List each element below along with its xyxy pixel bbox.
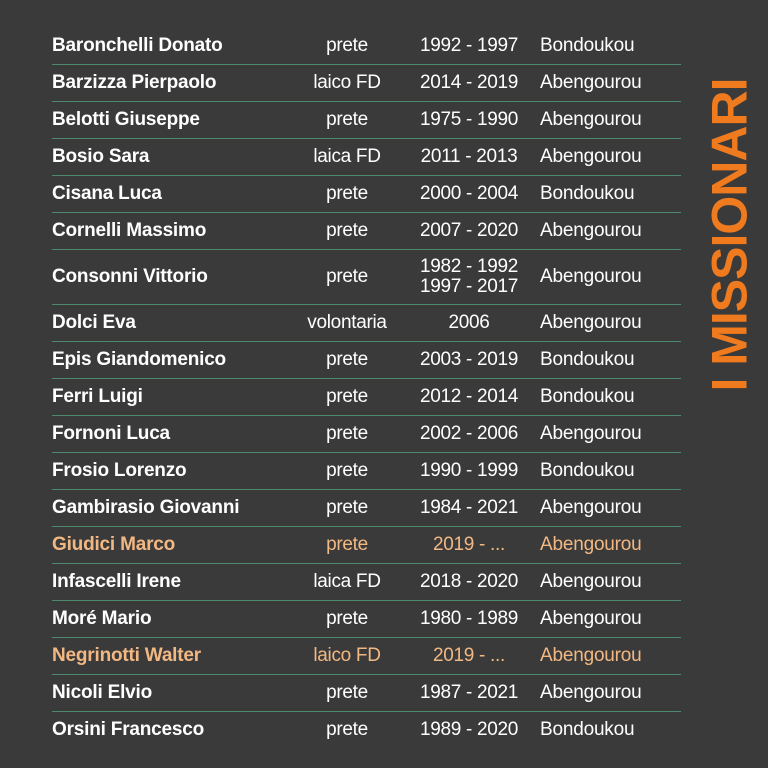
table-row — [52, 342, 681, 379]
missionary-name: Baronchelli Donato — [52, 35, 223, 56]
missionary-years — [404, 498, 534, 518]
missionary-place: Bondoukou — [540, 35, 635, 56]
years-range: 2019 - ... — [433, 534, 505, 555]
missionary-place: Abengourou — [540, 497, 642, 518]
missionary-name: Bosio Sara — [52, 146, 150, 167]
table-row — [52, 176, 681, 213]
missionary-name: Ferri Luigi — [52, 386, 143, 407]
missionary-years — [404, 110, 534, 130]
missionary-place: Bondoukou — [540, 386, 635, 407]
years-range: 1990 - 1999 — [419, 460, 519, 481]
missionary-role: prete — [326, 719, 368, 740]
table-row — [52, 601, 681, 638]
years-range: 2012 - 2014 — [419, 386, 519, 407]
missionaries-table — [52, 28, 681, 748]
table-row — [52, 564, 681, 601]
missionary-years — [404, 572, 534, 592]
missionary-name: Fornoni Luca — [52, 423, 170, 444]
table-row — [52, 453, 681, 490]
missionary-place: Bondoukou — [540, 183, 635, 204]
missionary-years — [404, 184, 534, 204]
missionary-place: Bondoukou — [540, 349, 635, 370]
missionary-name: Barzizza Pierpaolo — [52, 72, 217, 93]
missionary-years — [404, 257, 534, 297]
years-range: 1980 - 1989 — [419, 608, 519, 629]
missionary-role: prete — [326, 682, 368, 703]
missionary-name: Epis Giandomenico — [52, 349, 226, 370]
missionary-years — [404, 461, 534, 481]
missionary-name: Consonni Vittorio — [52, 266, 208, 287]
years-range: 2014 - 2019 — [419, 72, 519, 93]
missionary-years — [404, 609, 534, 629]
missionary-role: prete — [326, 497, 368, 518]
missionary-name: Dolci Eva — [52, 312, 136, 333]
missionary-place: Abengourou — [540, 312, 642, 333]
missionary-place: Abengourou — [540, 423, 642, 444]
missionary-name: Orsini Francesco — [52, 719, 205, 740]
years-range: 1989 - 2020 — [419, 719, 519, 740]
missionary-place: Bondoukou — [540, 460, 635, 481]
table-row — [52, 416, 681, 453]
missionary-role: prete — [326, 183, 368, 204]
missionary-name: Moré Mario — [52, 608, 152, 629]
missionary-name: Infascelli Irene — [52, 571, 181, 592]
page-title-container — [700, 60, 760, 410]
missionary-years — [404, 36, 534, 56]
missionary-name: Giudici Marco — [52, 534, 176, 555]
missionary-role: prete — [326, 460, 368, 481]
missionary-years — [404, 147, 534, 167]
missionary-years — [404, 73, 534, 93]
years-range: 2019 - ... — [433, 645, 505, 666]
missionary-place: Abengourou — [540, 571, 642, 592]
missionary-place: Abengourou — [540, 220, 642, 241]
missionary-role: prete — [326, 220, 368, 241]
missionary-name: Frosio Lorenzo — [52, 460, 187, 481]
missionary-role: prete — [326, 386, 368, 407]
missionary-place: Abengourou — [540, 146, 642, 167]
table-row — [52, 102, 681, 139]
missionary-role: volontaria — [307, 312, 387, 333]
table-row — [52, 638, 681, 675]
years-range: 2002 - 2006 — [419, 423, 519, 444]
years-range: 1992 - 1997 — [419, 35, 519, 56]
missionary-place: Abengourou — [540, 534, 642, 555]
years-range: 2018 - 2020 — [419, 571, 519, 592]
missionary-role: laica FD — [313, 571, 381, 592]
missionary-place: Abengourou — [540, 645, 642, 666]
table-row — [52, 305, 681, 342]
missionary-years — [404, 683, 534, 703]
missionary-place: Abengourou — [540, 266, 642, 287]
missionary-years — [404, 646, 534, 666]
missionary-role: laica FD — [313, 146, 381, 167]
missionary-name: Cisana Luca — [52, 183, 162, 204]
table-row — [52, 65, 681, 102]
table-row — [52, 28, 681, 65]
missionary-place: Abengourou — [540, 682, 642, 703]
table-row — [52, 379, 681, 416]
missionary-name: Nicoli Elvio — [52, 682, 153, 703]
missionary-role: prete — [326, 534, 368, 555]
missionary-role: prete — [326, 423, 368, 444]
years-range: 2006 — [448, 312, 490, 333]
missionary-name: Belotti Giuseppe — [52, 109, 200, 130]
table-row — [52, 139, 681, 176]
missionary-role: prete — [326, 266, 368, 287]
years-range: 1987 - 2021 — [419, 682, 519, 703]
missionary-place: Abengourou — [540, 109, 642, 130]
years-range: 2011 - 2013 — [420, 146, 518, 167]
page-title: I MISSIONARI — [702, 78, 758, 392]
years-range: 1975 - 1990 — [419, 109, 519, 130]
missionary-place: Abengourou — [540, 608, 642, 629]
years-range: 1997 - 2017 — [419, 276, 519, 297]
missionary-name: Gambirasio Giovanni — [52, 497, 240, 518]
missionary-role: prete — [326, 35, 368, 56]
missionary-role: prete — [326, 608, 368, 629]
missionary-name: Negrinotti Walter — [52, 645, 201, 666]
missionary-years — [404, 424, 534, 444]
missionary-role: laico FD — [313, 72, 381, 93]
missionary-years — [404, 387, 534, 407]
years-range: 1984 - 2021 — [419, 497, 519, 518]
missionary-place: Abengourou — [540, 72, 642, 93]
table-row — [52, 250, 681, 305]
missionary-name: Cornelli Massimo — [52, 220, 207, 241]
missionary-years — [404, 221, 534, 241]
years-range: 2000 - 2004 — [419, 183, 519, 204]
missionary-years — [404, 350, 534, 370]
years-range: 2003 - 2019 — [419, 349, 519, 370]
missionary-role: prete — [326, 109, 368, 130]
missionary-years — [404, 535, 534, 555]
years-range: 2007 - 2020 — [419, 220, 519, 241]
table-row — [52, 527, 681, 564]
table-row — [52, 490, 681, 527]
missionary-place: Bondoukou — [540, 719, 635, 740]
missionary-years — [404, 720, 534, 740]
missionary-role: prete — [326, 349, 368, 370]
table-row — [52, 712, 681, 748]
missionary-years — [404, 313, 534, 333]
missionary-role: laico FD — [313, 645, 381, 666]
years-range: 1982 - 1992 — [419, 256, 519, 277]
table-row — [52, 675, 681, 712]
table-row — [52, 213, 681, 250]
